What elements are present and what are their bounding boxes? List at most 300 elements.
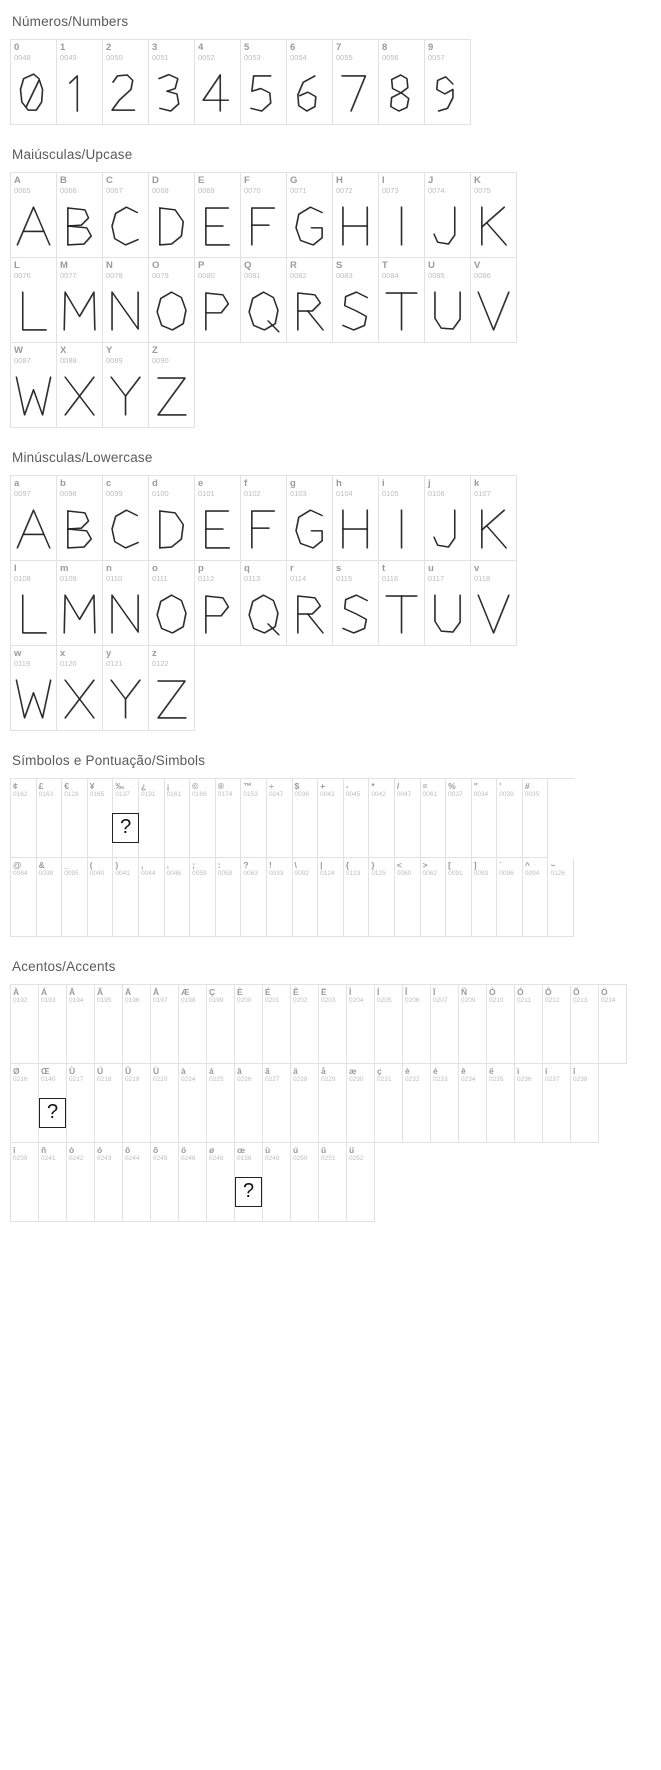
glyph-cell[interactable] [287,258,333,343]
glyph-char-label: ? [243,860,249,870]
glyph-render [103,498,148,560]
glyph-cell[interactable] [151,1143,179,1222]
glyph-cell[interactable] [347,1064,375,1143]
glyph-char-label: Z [152,345,158,356]
glyph-cell[interactable] [62,779,88,858]
glyph-code-label: 0234 [461,1076,476,1083]
glyph-cell[interactable] [472,858,498,937]
glyph-cell[interactable] [95,1064,123,1143]
glyph-code-label: 0107 [474,489,491,498]
glyph-cell[interactable] [207,985,235,1064]
glyph-cell[interactable] [515,985,543,1064]
glyph-cell[interactable] [369,779,395,858]
glyph-char-label: ü [349,1145,355,1155]
glyph-cell[interactable] [39,985,67,1064]
glyph-cell[interactable] [190,858,216,937]
glyph-code-label: 0198 [181,997,196,1004]
glyph-cell[interactable] [123,985,151,1064]
glyph-cell[interactable] [375,985,403,1064]
glyph-cell[interactable] [149,343,195,428]
glyph-render [344,799,369,857]
glyph-cell[interactable] [241,779,267,858]
glyph-code-label: 0174 [217,791,233,798]
glyph-cell[interactable] [347,1143,375,1222]
glyph-code-label: 0065 [14,186,31,195]
glyph-cell[interactable] [11,646,57,731]
glyph-char-label: Ú [97,1066,104,1076]
glyph-cell[interactable] [425,476,471,561]
glyph-cell[interactable] [241,561,287,646]
glyph-char-label: Ï [433,987,436,997]
glyph-cell[interactable] [57,258,103,343]
glyph-cell[interactable] [571,1064,599,1143]
glyph-code-label: 0195 [97,997,112,1004]
glyph-cell[interactable] [195,476,241,561]
glyph-render [88,878,113,936]
glyph-code-label: 0086 [474,271,491,280]
glyph-cell[interactable] [149,476,195,561]
glyph-cell[interactable] [195,258,241,343]
glyph-cell[interactable] [57,646,103,731]
glyph-char-label: ç [377,1066,382,1076]
glyph-code-label: 0116 [382,574,399,583]
glyph-cell[interactable] [241,40,287,125]
glyph-cell[interactable] [375,1064,403,1143]
glyph-cell[interactable] [11,258,57,343]
glyph-cell[interactable] [379,173,425,258]
glyph-render [333,498,378,560]
glyph-cell[interactable] [195,173,241,258]
glyph-code-label: 0165 [89,791,105,798]
glyph-code-label: 0099 [106,489,123,498]
glyph-char-label: ; [192,860,195,870]
glyph-cell[interactable] [235,985,263,1064]
glyph-cell[interactable] [103,561,149,646]
glyph-char-label: g [290,478,296,489]
missing-glyph-label: ? [112,813,139,843]
glyph-code-label: 0106 [428,489,445,498]
glyph-render [103,668,148,730]
glyph-char-label: í [545,1066,548,1076]
glyph-code-label: 0161 [166,791,182,798]
glyph-cell[interactable] [11,1064,39,1143]
glyph-cell[interactable] [139,779,165,858]
glyph-cell[interactable] [487,1064,515,1143]
glyph-cell[interactable] [497,779,523,858]
glyph-cell[interactable] [293,858,319,937]
glyph-cell[interactable] [11,858,37,937]
glyph-char-label: c [106,478,112,489]
glyph-cell[interactable] [165,779,191,858]
glyph-cell[interactable] [379,561,425,646]
glyph-cell[interactable] [497,858,523,937]
glyph-grid [10,172,517,428]
glyph-cell[interactable] [446,779,472,858]
glyph-cell[interactable] [287,173,333,258]
glyph-cell[interactable] [333,476,379,561]
glyph-render [241,62,286,124]
glyph-cell[interactable] [379,258,425,343]
glyph-char-label: û [321,1145,327,1155]
glyph-cell[interactable] [395,779,421,858]
glyph-cell[interactable] [344,779,370,858]
glyph-cell[interactable] [216,858,242,937]
glyph-render [379,583,424,645]
glyph-cell[interactable] [88,779,114,858]
glyph-render [103,583,148,645]
glyph-render [95,1084,122,1142]
glyph-char-label: < [396,860,402,870]
glyph-cell[interactable] [149,40,195,125]
glyph-cell[interactable] [62,858,88,937]
glyph-cell[interactable] [57,173,103,258]
glyph-render [263,1084,290,1142]
glyph-cell[interactable] [287,40,333,125]
glyph-cell[interactable] [103,173,149,258]
glyph-code-label: 0078 [106,271,123,280]
glyph-cell[interactable] [472,779,498,858]
glyph-cell[interactable] [103,646,149,731]
glyph-cell[interactable] [425,40,471,125]
glyph-code-label: 0077 [60,271,77,280]
glyph-cell[interactable] [471,476,517,561]
glyph-cell[interactable] [267,858,293,937]
glyph-char-label: m [60,563,69,574]
glyph-cell[interactable] [149,258,195,343]
glyph-cell[interactable] [471,561,517,646]
glyph-code-label: 0122 [152,659,169,668]
glyph-char-label: + [320,781,326,791]
glyph-cell[interactable] [333,40,379,125]
glyph-cell[interactable] [241,476,287,561]
glyph-code-label: 0196 [125,997,140,1004]
glyph-char-label: € [64,781,69,791]
glyph-render [472,799,497,857]
glyph-code-label: 0243 [97,1155,112,1162]
glyph-cell[interactable] [207,1064,235,1143]
glyph-cell[interactable] [95,985,123,1064]
glyph-cell[interactable] [11,1143,39,1222]
glyph-cell[interactable] [179,1143,207,1222]
glyph-cell[interactable] [459,985,487,1064]
glyph-char-label: ø [209,1145,215,1155]
glyph-cell[interactable] [11,40,57,125]
glyph-render [195,280,240,342]
glyph-render [287,280,332,342]
glyph-cell[interactable] [599,985,627,1064]
glyph-char-label: | [320,860,323,870]
glyph-cell[interactable] [195,561,241,646]
glyph-cell[interactable] [151,985,179,1064]
glyph-cell[interactable] [123,1064,151,1143]
glyph-char-label: È [237,987,243,997]
glyph-cell[interactable] [11,476,57,561]
glyph-render [471,280,516,342]
glyph-cell[interactable] [263,1143,291,1222]
glyph-char-label: " [473,781,478,791]
glyph-code-label: 0091 [448,870,463,877]
glyph-render [11,1163,38,1221]
glyph-render [39,1005,66,1063]
glyph-cell[interactable] [241,258,287,343]
glyph-cell[interactable] [344,858,370,937]
glyph-char-label: 1 [60,42,66,53]
glyph-render [11,365,56,427]
glyph-cell[interactable] [235,1064,263,1143]
glyph-cell[interactable] [39,1064,67,1143]
glyph-cell[interactable] [287,476,333,561]
glyph-cell[interactable] [571,985,599,1064]
glyph-cell[interactable] [216,779,242,858]
glyph-render [472,878,497,936]
glyph-code-label: 0110 [106,574,123,583]
glyph-render [57,195,102,257]
glyph-code-label: 0224 [181,1076,196,1083]
glyph-cell[interactable] [333,173,379,258]
glyph-cell[interactable] [515,1064,543,1143]
glyph-render [67,1163,94,1221]
glyph-cell[interactable] [459,1064,487,1143]
glyph-cell[interactable] [37,779,63,858]
glyph-cell[interactable] [57,40,103,125]
glyph-cell[interactable] [471,258,517,343]
glyph-render [425,195,470,257]
glyph-cell[interactable] [333,258,379,343]
glyph-cell[interactable] [291,985,319,1064]
glyph-render [165,799,190,857]
glyph-code-label: 0059 [192,870,207,877]
glyph-cell[interactable] [379,40,425,125]
glyph-render [403,1084,430,1142]
glyph-render [291,1005,318,1063]
glyph-render [11,1084,38,1142]
glyph-code-label: 0126 [550,870,565,877]
glyph-cell[interactable] [67,1143,95,1222]
glyph-cell[interactable] [369,858,395,937]
glyph-char-label: u [428,563,434,574]
glyph-cell[interactable] [113,858,139,937]
glyph-row [11,646,517,731]
glyph-cell[interactable] [11,343,57,428]
glyph-cell[interactable] [431,985,459,1064]
glyph-cell[interactable] [39,1143,67,1222]
glyph-render [403,1005,430,1063]
glyph-cell[interactable] [11,985,39,1064]
glyph-char-label: h [336,478,342,489]
glyph-char-label: f [244,478,248,489]
glyph-char-label: ' [499,781,502,791]
glyph-render [263,1163,290,1221]
glyph-cell[interactable] [207,1143,235,1222]
glyph-render [149,280,194,342]
glyph-render [103,365,148,427]
glyph-cell[interactable] [123,1143,151,1222]
glyph-code-label: 0044 [140,870,156,877]
glyph-code-label: 0102 [244,489,261,498]
glyph-cell[interactable] [88,858,114,937]
glyph-cell[interactable] [149,173,195,258]
glyph-cell[interactable] [11,779,37,858]
glyph-render [347,1084,374,1142]
glyph-char-label: V [474,260,481,271]
glyph-cell[interactable] [293,779,319,858]
glyph-code-label: 0242 [69,1155,84,1162]
glyph-render [149,62,194,124]
glyph-code-label: 0094 [524,870,540,877]
glyph-cell[interactable] [319,985,347,1064]
glyph-code-label: 0079 [152,271,169,280]
glyph-grid [10,778,574,937]
glyph-cell[interactable] [57,343,103,428]
glyph-code-label: 0202 [293,997,308,1004]
glyph-code-label: 0033 [268,870,284,877]
glyph-render [375,1084,402,1142]
glyph-cell[interactable] [425,258,471,343]
glyph-char-label: M [60,260,68,271]
glyph-cell[interactable] [291,1064,319,1143]
glyph-cell[interactable] [57,476,103,561]
glyph-render [318,799,343,857]
glyph-render [319,1084,346,1142]
glyph-code-label: 0070 [244,186,261,195]
glyph-cell[interactable] [241,173,287,258]
glyph-cell[interactable] [241,858,267,937]
glyph-render [123,1163,150,1221]
glyph-code-label: 0241 [41,1155,56,1162]
glyph-cell[interactable] [403,1064,431,1143]
glyph-cell[interactable] [425,173,471,258]
glyph-cell[interactable] [319,1064,347,1143]
glyph-cell[interactable] [151,1064,179,1143]
glyph-row [11,985,627,1064]
glyph-cell[interactable] [95,1143,123,1222]
glyph-cell[interactable] [543,985,571,1064]
glyph-code-label: 0219 [125,1076,140,1083]
glyph-cell[interactable] [190,779,216,858]
glyph-cell[interactable] [179,985,207,1064]
glyph-render [333,280,378,342]
glyph-cell[interactable] [318,779,344,858]
glyph-code-label: 0085 [428,271,445,280]
glyph-cell[interactable] [37,858,63,937]
glyph-cell[interactable] [291,1143,319,1222]
glyph-cell[interactable] [347,985,375,1064]
glyph-cell[interactable] [267,779,293,858]
glyph-cell[interactable] [403,985,431,1064]
glyph-cell[interactable] [523,779,549,858]
glyph-code-label: 0213 [573,997,588,1004]
glyph-cell[interactable] [139,858,165,937]
glyph-row [11,343,517,428]
glyph-cell[interactable] [103,40,149,125]
glyph-cell[interactable] [471,173,517,258]
glyph-render [241,280,286,342]
glyph-char-label: 6 [290,42,296,53]
glyph-render [207,1163,234,1221]
glyph-cell[interactable] [11,561,57,646]
glyph-cell[interactable] [287,561,333,646]
glyph-render [195,583,240,645]
glyph-cell[interactable] [195,40,241,125]
glyph-code-label: 0082 [290,271,307,280]
glyph-char-label: Ì [349,987,352,997]
glyph-char-label: O [152,260,160,271]
glyph-char-label: ‰ [115,781,124,791]
glyph-render [179,1084,206,1142]
glyph-cell[interactable] [548,858,574,937]
glyph-render [179,1005,206,1063]
glyph-render [287,62,332,124]
glyph-char-label: á [209,1066,214,1076]
glyph-code-label: 0252 [349,1155,364,1162]
glyph-cell[interactable] [446,858,472,937]
glyph-code-label: 0036 [294,791,309,798]
glyph-code-label: 0200 [237,997,252,1004]
glyph-cell[interactable] [431,1064,459,1143]
glyph-cell[interactable] [379,476,425,561]
glyph-cell[interactable] [421,779,447,858]
glyph-cell[interactable] [318,858,344,937]
glyph-cell[interactable] [179,1064,207,1143]
glyph-char-label: â [237,1066,242,1076]
glyph-render [216,878,241,936]
missing-glyph-label: ? [39,1098,66,1128]
glyph-cell[interactable] [149,646,195,731]
glyph-code-label: 0084 [382,271,399,280]
glyph-cell[interactable] [543,1064,571,1143]
glyph-render [425,583,470,645]
glyph-cell[interactable] [395,858,421,937]
glyph-render [67,1005,94,1063]
glyph-char-label: ( [89,860,93,870]
glyph-char-label: k [474,478,480,489]
glyph-cell[interactable] [165,858,191,937]
glyph-char-label: = [422,781,428,791]
glyph-cell[interactable] [67,985,95,1064]
glyph-cell[interactable] [421,858,447,937]
glyph-code-label: 0120 [60,659,77,668]
glyph-char-label: j [428,478,431,489]
glyph-cell[interactable] [487,985,515,1064]
glyph-cell[interactable] [523,858,549,937]
glyph-code-label: 0214 [601,997,616,1004]
glyph-cell[interactable] [103,258,149,343]
glyph-render [369,878,394,936]
glyph-cell[interactable] [425,561,471,646]
glyph-cell[interactable] [103,476,149,561]
glyph-render [103,62,148,124]
glyph-cell[interactable] [235,1143,263,1222]
glyph-cell[interactable] [67,1064,95,1143]
glyph-cell[interactable] [113,779,139,858]
glyph-render [515,1005,542,1063]
glyph-cell[interactable] [263,1064,291,1143]
glyph-cell[interactable] [11,173,57,258]
glyph-char-label: _ [64,860,69,870]
glyph-row [11,779,574,858]
glyph-char-label: ) [115,860,119,870]
glyph-render [103,195,148,257]
glyph-cell[interactable] [319,1143,347,1222]
glyph-code-label: 0217 [69,1076,84,1083]
glyph-cell[interactable] [149,561,195,646]
glyph-render [123,1005,150,1063]
glyph-cell[interactable] [103,343,149,428]
glyph-cell[interactable] [333,561,379,646]
glyph-cell[interactable] [263,985,291,1064]
glyph-cell[interactable] [57,561,103,646]
glyph-code-label: 0054 [290,53,307,62]
